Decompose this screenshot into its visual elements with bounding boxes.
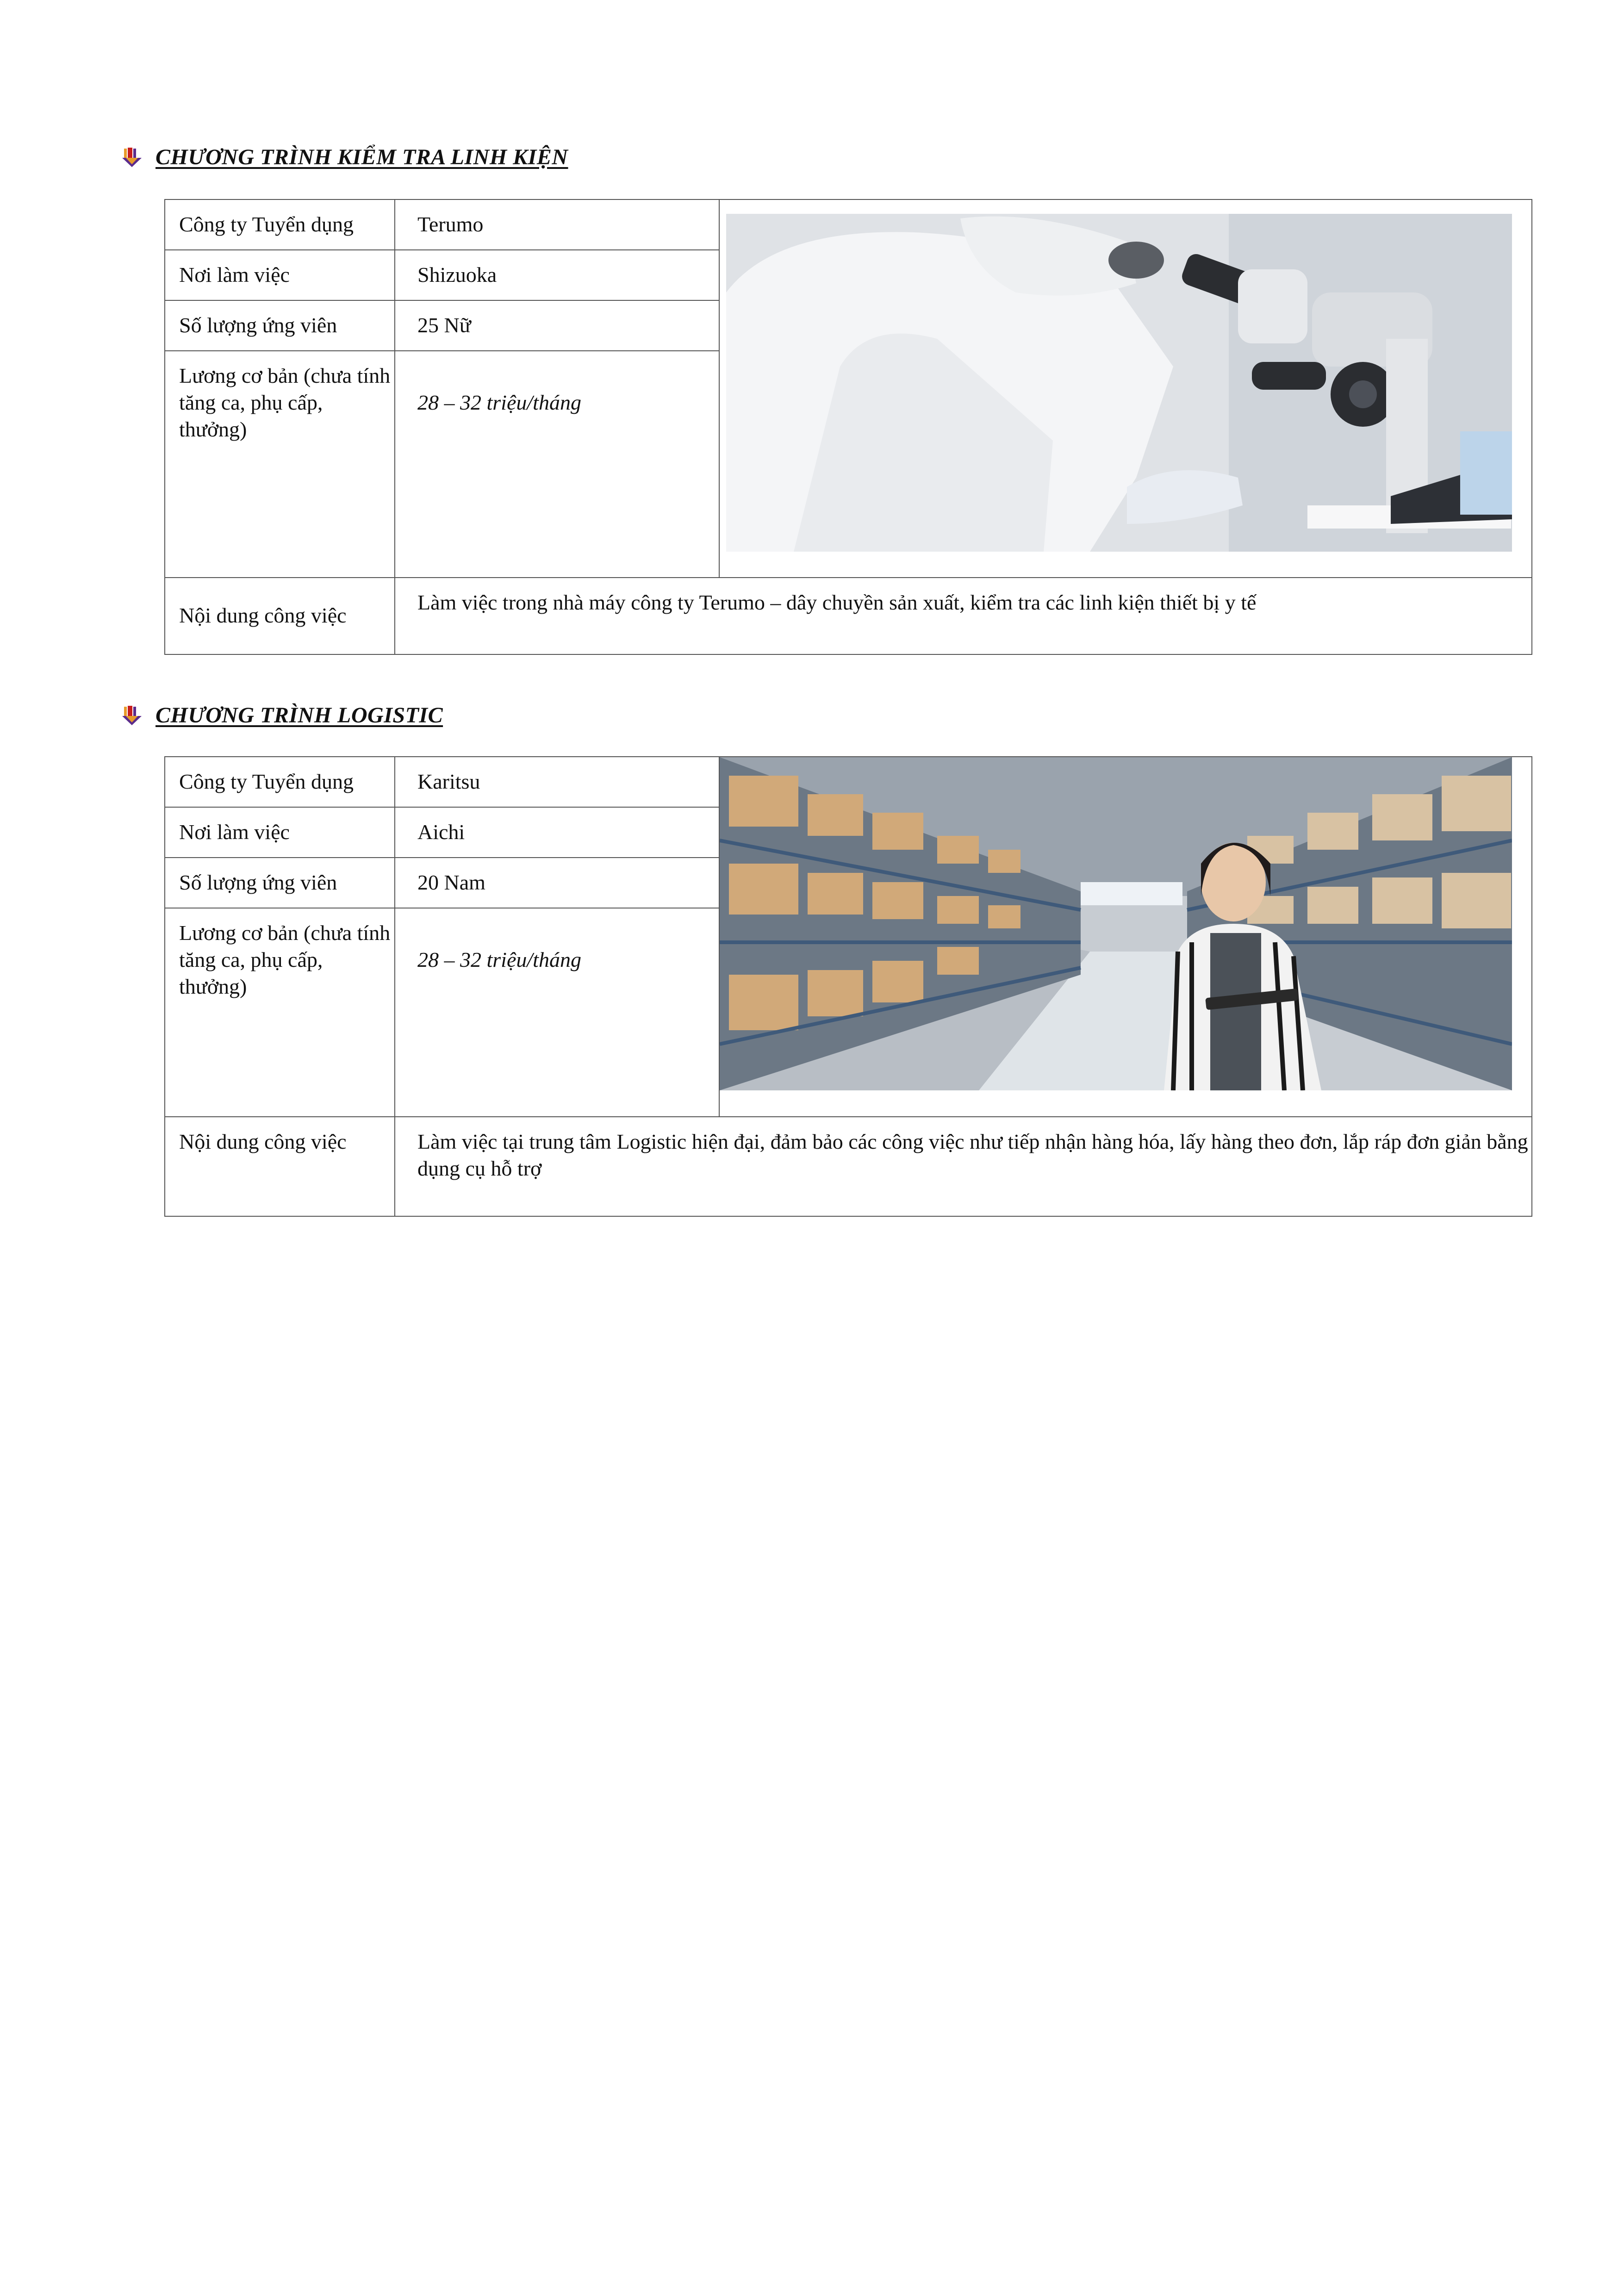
salary-label-line-1: Lương cơ bản (chưa tính bbox=[179, 364, 391, 387]
location-value: Aichi bbox=[395, 807, 719, 858]
section-title: CHƯƠNG TRÌNH LOGISTIC bbox=[156, 703, 443, 728]
salary-value: 28 – 32 triệu/tháng bbox=[395, 908, 719, 1117]
job-label: Nội dung công việc bbox=[165, 578, 395, 654]
company-value: Terumo bbox=[395, 199, 719, 250]
company-label: Công ty Tuyển dụng bbox=[165, 757, 395, 807]
job-table-1 bbox=[164, 199, 1532, 655]
location-label: Nơi làm việc bbox=[165, 807, 395, 858]
location-label: Nơi làm việc bbox=[165, 250, 395, 300]
job-table-2 bbox=[164, 756, 1532, 1217]
section-title: CHƯƠNG TRÌNH KIỂM TRA LINH KIỆN bbox=[156, 145, 568, 169]
salary-value: 28 – 32 triệu/tháng bbox=[395, 351, 719, 578]
microscope-lab-photo bbox=[720, 200, 1512, 557]
salary-label-line-1: Lương cơ bản (chưa tính bbox=[179, 921, 391, 945]
arrow-bullet-icon bbox=[121, 147, 143, 168]
candidates-label: Số lượng ứng viên bbox=[165, 300, 395, 351]
company-value: Karitsu bbox=[395, 757, 719, 807]
salary-label bbox=[165, 351, 395, 578]
warehouse-photo bbox=[720, 757, 1512, 1090]
candidates-label: Số lượng ứng viên bbox=[165, 858, 395, 908]
salary-label bbox=[165, 908, 395, 1117]
section-heading-2 bbox=[121, 703, 443, 728]
salary-label-line-2: tăng ca, phụ cấp, thưởng) bbox=[179, 948, 323, 998]
warehouse-image bbox=[719, 757, 1532, 1117]
section-heading-1 bbox=[121, 144, 568, 170]
arrow-bullet-icon bbox=[121, 705, 143, 726]
job-value: Làm việc trong nhà máy công ty Terumo – dây chuyền sản xuất, kiểm tra các linh kiện thiết bị y tế bbox=[395, 578, 1532, 654]
candidates-value: 25 Nữ bbox=[395, 300, 719, 351]
salary-label-line-2: tăng ca, phụ cấp, thưởng) bbox=[179, 391, 323, 441]
candidates-value: 20 Nam bbox=[395, 858, 719, 908]
company-label: Công ty Tuyển dụng bbox=[165, 199, 395, 250]
lab-image bbox=[719, 199, 1532, 578]
job-label: Nội dung công việc bbox=[165, 1117, 395, 1216]
job-value: Làm việc tại trung tâm Logistic hiện đại, đảm bảo các công việc như tiếp nhận hàng hóa, lấy hàng theo đơn, lắp ráp đơn giản bằng dụng cụ hỗ trợ bbox=[395, 1117, 1532, 1216]
location-value: Shizuoka bbox=[395, 250, 719, 300]
